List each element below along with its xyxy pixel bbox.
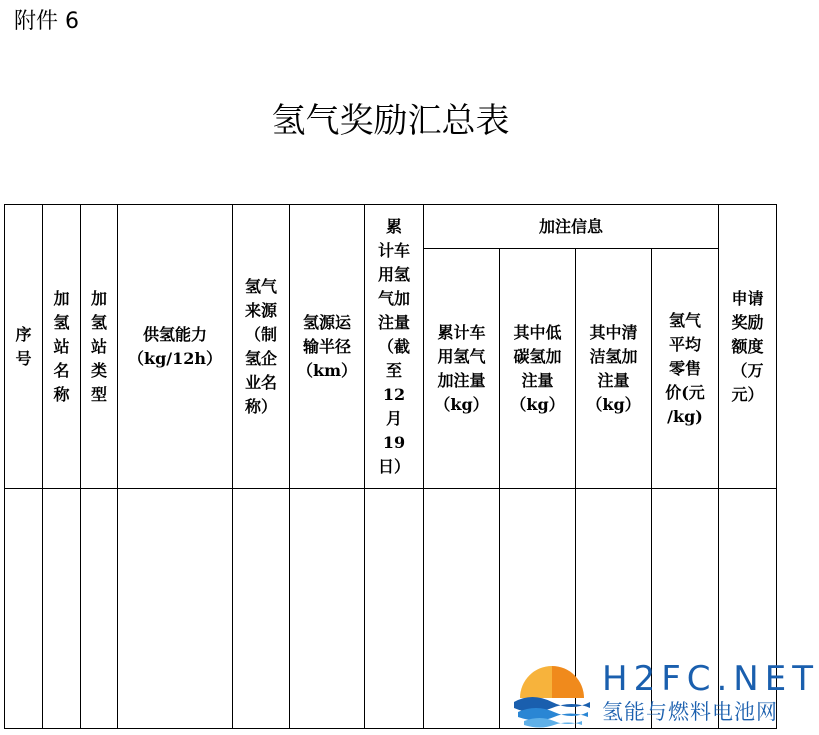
header-capacity: 供氢能力 （kg/12h） <box>118 205 233 489</box>
page-title: 氢气奖励汇总表 <box>271 101 510 141</box>
cell-source[interactable] <box>233 489 290 729</box>
cell-seq[interactable] <box>5 489 43 729</box>
cell-station-type[interactable] <box>81 489 118 729</box>
header-fill-info: 加注信息 <box>424 205 719 249</box>
watermark-subtitle: 氢能与燃料电池网 <box>602 700 778 724</box>
header-station-type: 加 氢 站 类 型 <box>81 205 118 489</box>
header-apply-amount: 申请 奖励 额度 （万 元） <box>719 205 777 489</box>
cell-cumulative[interactable] <box>365 489 424 729</box>
watermark-logo <box>510 659 819 732</box>
summary-table <box>4 204 777 729</box>
header-fill-total: 累计车 用氢气 加注量 （kg） <box>424 249 500 489</box>
header-cumulative: 累 计车 用氢 气加 注量 （截 至 12 月 19 日） <box>365 205 424 489</box>
header-avg-price: 氢气 平均 零售 价(元 /kg) <box>652 249 719 489</box>
header-fill-clean: 其中清 洁氢加 注量 （kg） <box>576 249 652 489</box>
cell-fill-total[interactable] <box>424 489 500 729</box>
header-radius: 氢源运 输半径 （km） <box>290 205 365 489</box>
header-station-name: 加 氢 站 名 称 <box>43 205 81 489</box>
cell-station-name[interactable] <box>43 489 81 729</box>
cell-capacity[interactable] <box>118 489 233 729</box>
attachment-label: 附件 6 <box>14 9 79 34</box>
cell-radius[interactable] <box>290 489 365 729</box>
header-fill-low-carbon: 其中低 碳氢加 注量 （kg） <box>500 249 576 489</box>
header-source: 氢气 来源 （制 氢企 业名 称） <box>233 205 290 489</box>
watermark-name: H2FC.NET <box>602 659 819 699</box>
header-seq: 序 号 <box>5 205 43 489</box>
h2fc-logo-icon <box>510 662 594 730</box>
